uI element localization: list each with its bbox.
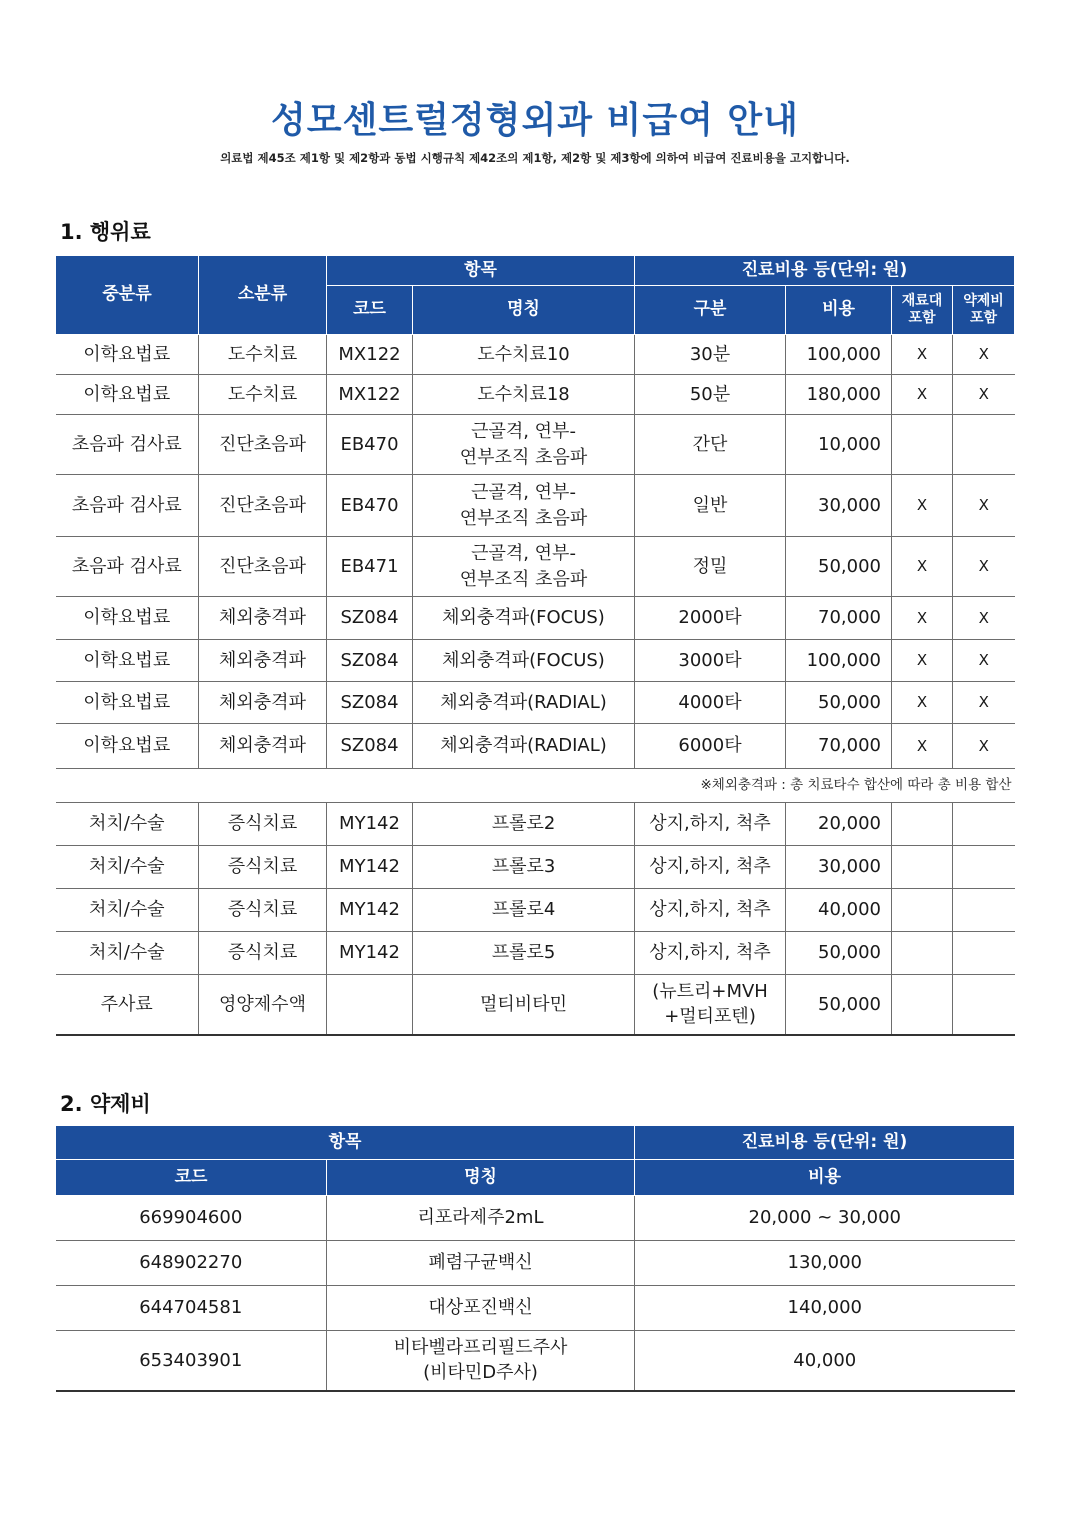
procedure-fee-table	[55, 255, 1015, 1036]
category-cell: (뉴트리+MVH +멀티포텐)	[635, 975, 786, 1035]
category-cell: 상지,하지, 척추	[635, 889, 786, 932]
name-cell: 근골격, 연부- 연부조직 초음파	[413, 415, 635, 475]
minor-category-cell: 체외충격파	[199, 597, 327, 640]
material-included-cell: X	[892, 375, 953, 415]
price-cell: 70,000	[786, 597, 892, 640]
code-cell: EB471	[327, 537, 413, 597]
category-cell: 6000타	[635, 724, 786, 769]
price-cell: 50,000	[786, 975, 892, 1035]
category-cell: 상지,하지, 척추	[635, 932, 786, 975]
price-cell: 130,000	[635, 1241, 1015, 1286]
price-cell: 140,000	[635, 1286, 1015, 1331]
major-category-cell: 이학요법료	[56, 640, 199, 682]
table-row	[56, 537, 1015, 597]
name-cell: 멀티비타민	[413, 975, 635, 1035]
code-cell: MY142	[327, 889, 413, 932]
table-row	[56, 846, 1015, 889]
name-cell: 도수치료10	[413, 335, 635, 375]
material-included-cell: X	[892, 537, 953, 597]
table-row	[56, 1286, 1015, 1331]
price-cell: 20,000	[786, 803, 892, 846]
header-name: 명칭	[327, 1160, 635, 1196]
code-cell: 648902270	[56, 1241, 327, 1286]
table-row	[56, 415, 1015, 475]
code-cell: MY142	[327, 932, 413, 975]
header-item: 항목	[56, 1126, 635, 1160]
major-category-cell: 초음파 검사료	[56, 475, 199, 537]
name-cell: 프롤로4	[413, 889, 635, 932]
shockwave-note: ※체외충격파 : 총 치료타수 합산에 따라 총 비용 합산	[56, 769, 1015, 803]
name-cell: 체외충격파(RADIAL)	[413, 682, 635, 724]
drug-included-cell: X	[953, 375, 1015, 415]
name-cell: 도수치료18	[413, 375, 635, 415]
drug-included-cell	[953, 803, 1015, 846]
major-category-cell: 처치/수술	[56, 846, 199, 889]
major-category-cell: 초음파 검사료	[56, 537, 199, 597]
material-included-cell	[892, 415, 953, 475]
minor-category-cell: 도수치료	[199, 375, 327, 415]
name-cell: 근골격, 연부- 연부조직 초음파	[413, 537, 635, 597]
drug-included-cell: X	[953, 682, 1015, 724]
minor-category-cell: 증식치료	[199, 889, 327, 932]
major-category-cell: 처치/수술	[56, 932, 199, 975]
material-included-cell	[892, 846, 953, 889]
name-cell: 프롤로2	[413, 803, 635, 846]
name-cell: 비타벨라프리필드주사 (비타민D주사)	[327, 1331, 635, 1391]
code-cell: MY142	[327, 846, 413, 889]
drug-fee-table	[55, 1125, 1015, 1392]
code-cell: 653403901	[56, 1331, 327, 1391]
price-cell: 70,000	[786, 724, 892, 769]
minor-category-cell: 체외충격파	[199, 724, 327, 769]
header-cost: 진료비용 등(단위: 원)	[635, 1126, 1015, 1160]
header-name: 명칭	[413, 286, 635, 335]
note-row	[56, 769, 1015, 803]
major-category-cell: 처치/수술	[56, 803, 199, 846]
material-included-cell: X	[892, 475, 953, 537]
code-cell: 644704581	[56, 1286, 327, 1331]
material-included-cell: X	[892, 597, 953, 640]
code-cell: MX122	[327, 375, 413, 415]
major-category-cell: 초음파 검사료	[56, 415, 199, 475]
code-cell: MY142	[327, 803, 413, 846]
table-row	[56, 335, 1015, 375]
minor-category-cell: 체외충격파	[199, 682, 327, 724]
category-cell: 30분	[635, 335, 786, 375]
major-category-cell: 처치/수술	[56, 889, 199, 932]
drug-included-cell: X	[953, 537, 1015, 597]
minor-category-cell: 체외충격파	[199, 640, 327, 682]
name-cell: 대상포진백신	[327, 1286, 635, 1331]
price-cell: 50,000	[786, 932, 892, 975]
material-included-cell	[892, 803, 953, 846]
header-item: 항목	[327, 256, 635, 286]
header-major-category: 중분류	[56, 256, 199, 335]
table-row	[56, 724, 1015, 769]
drug-included-cell	[953, 415, 1015, 475]
section-title-procedures: 1. 행위료	[60, 220, 151, 244]
minor-category-cell: 진단초음파	[199, 415, 327, 475]
table-row	[56, 475, 1015, 537]
minor-category-cell: 증식치료	[199, 803, 327, 846]
price-cell: 30,000	[786, 475, 892, 537]
table-row	[56, 803, 1015, 846]
category-cell: 간단	[635, 415, 786, 475]
code-cell	[327, 975, 413, 1035]
minor-category-cell: 도수치료	[199, 335, 327, 375]
price-cell: 20,000 ~ 30,000	[635, 1196, 1015, 1241]
name-cell: 체외충격파(RADIAL)	[413, 724, 635, 769]
major-category-cell: 이학요법료	[56, 724, 199, 769]
price-cell: 50,000	[786, 537, 892, 597]
code-cell: EB470	[327, 475, 413, 537]
price-cell: 100,000	[786, 640, 892, 682]
header-material-included: 재료대 포함	[892, 286, 953, 335]
header-code: 코드	[327, 286, 413, 335]
code-cell: SZ084	[327, 640, 413, 682]
header-category: 구분	[635, 286, 786, 335]
category-cell: 상지,하지, 척추	[635, 846, 786, 889]
material-included-cell: X	[892, 724, 953, 769]
category-cell: 일반	[635, 475, 786, 537]
code-cell: 669904600	[56, 1196, 327, 1241]
minor-category-cell: 증식치료	[199, 846, 327, 889]
table-row	[56, 1241, 1015, 1286]
drug-included-cell	[953, 889, 1015, 932]
name-cell: 근골격, 연부- 연부조직 초음파	[413, 475, 635, 537]
price-cell: 180,000	[786, 375, 892, 415]
price-cell: 50,000	[786, 682, 892, 724]
name-cell: 프롤로5	[413, 932, 635, 975]
page-subtitle: 의료법 제45조 제1항 및 제2항과 동법 시행규칙 제42조의 제1항, 제2항 및 제3항에 의하여 비급여 진료비용을 고지합니다.	[220, 151, 850, 165]
name-cell: 리포라제주2mL	[327, 1196, 635, 1241]
category-cell: 상지,하지, 척추	[635, 803, 786, 846]
drug-included-cell: X	[953, 475, 1015, 537]
header-price: 비용	[786, 286, 892, 335]
price-cell: 10,000	[786, 415, 892, 475]
major-category-cell: 이학요법료	[56, 375, 199, 415]
drug-included-cell	[953, 975, 1015, 1035]
code-cell: EB470	[327, 415, 413, 475]
page-title: 성모센트럴정형외과 비급여 안내	[271, 100, 799, 141]
table-row	[56, 597, 1015, 640]
name-cell: 체외충격파(FOCUS)	[413, 640, 635, 682]
table-row	[56, 932, 1015, 975]
category-cell: 2000타	[635, 597, 786, 640]
major-category-cell: 주사료	[56, 975, 199, 1035]
name-cell: 체외충격파(FOCUS)	[413, 597, 635, 640]
category-cell: 50분	[635, 375, 786, 415]
code-cell: SZ084	[327, 682, 413, 724]
table-row	[56, 1196, 1015, 1241]
major-category-cell: 이학요법료	[56, 597, 199, 640]
header-code: 코드	[56, 1160, 327, 1196]
category-cell: 정밀	[635, 537, 786, 597]
material-included-cell	[892, 975, 953, 1035]
table-row	[56, 889, 1015, 932]
major-category-cell: 이학요법료	[56, 335, 199, 375]
category-cell: 4000타	[635, 682, 786, 724]
drug-included-cell	[953, 932, 1015, 975]
price-cell: 30,000	[786, 846, 892, 889]
code-cell: SZ084	[327, 597, 413, 640]
name-cell: 폐렴구균백신	[327, 1241, 635, 1286]
drug-included-cell: X	[953, 724, 1015, 769]
section-title-drugs: 2. 약제비	[60, 1092, 151, 1116]
major-category-cell: 이학요법료	[56, 682, 199, 724]
minor-category-cell: 영양제수액	[199, 975, 327, 1035]
header-minor-category: 소분류	[199, 256, 327, 335]
drug-included-cell: X	[953, 640, 1015, 682]
header-price: 비용	[635, 1160, 1015, 1196]
material-included-cell: X	[892, 640, 953, 682]
drug-included-cell	[953, 846, 1015, 889]
material-included-cell: X	[892, 335, 953, 375]
price-cell: 40,000	[786, 889, 892, 932]
header-cost: 진료비용 등(단위: 원)	[635, 256, 1015, 286]
category-cell: 3000타	[635, 640, 786, 682]
drug-included-cell: X	[953, 335, 1015, 375]
table-row	[56, 682, 1015, 724]
material-included-cell	[892, 932, 953, 975]
drug-included-cell: X	[953, 597, 1015, 640]
table-row	[56, 1331, 1015, 1391]
price-cell: 40,000	[635, 1331, 1015, 1391]
material-included-cell: X	[892, 682, 953, 724]
table-row	[56, 375, 1015, 415]
code-cell: MX122	[327, 335, 413, 375]
table-row	[56, 640, 1015, 682]
minor-category-cell: 증식치료	[199, 932, 327, 975]
table-row	[56, 975, 1015, 1035]
header-drug-included: 약제비 포함	[953, 286, 1015, 335]
code-cell: SZ084	[327, 724, 413, 769]
name-cell: 프롤로3	[413, 846, 635, 889]
minor-category-cell: 진단초음파	[199, 475, 327, 537]
material-included-cell	[892, 889, 953, 932]
price-cell: 100,000	[786, 335, 892, 375]
minor-category-cell: 진단초음파	[199, 537, 327, 597]
